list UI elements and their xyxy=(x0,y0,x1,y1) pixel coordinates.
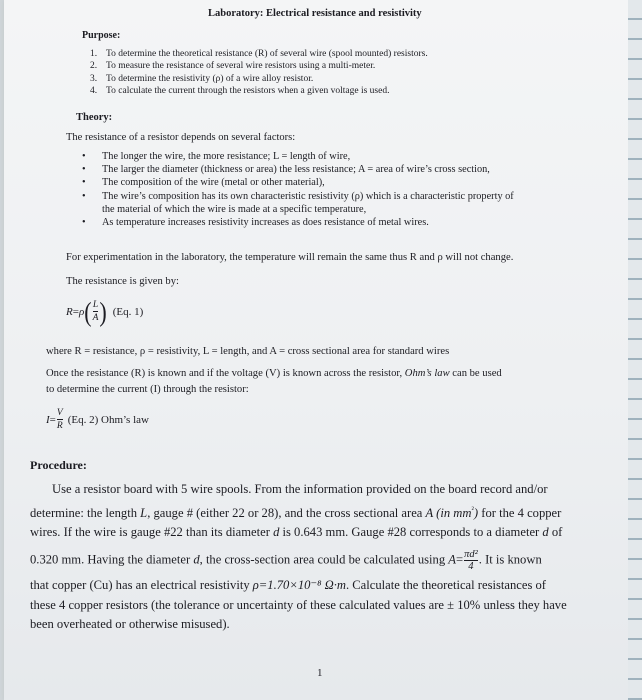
purpose-list xyxy=(90,48,428,98)
area-formula-fraction: $\frac{\text{πd²}}{4}$ xyxy=(464,548,478,572)
procedure-heading: Procedure: xyxy=(30,458,87,472)
equation-1-label: (Eq. 1) xyxy=(112,305,144,318)
list-item: 1. To determine the theoretical resistance (R) of several wire (spool mounted) resistors. xyxy=(90,49,428,59)
variable-definitions: where R = resistance, ρ = resistivity, L = length, and A = cross sectional area for standard wires xyxy=(46,346,450,357)
ohms-law-formula: I = $\frac{V}{R}$ xyxy=(46,408,63,431)
theory-intro: The resistance of a resistor depends on several factors: xyxy=(66,132,296,143)
page-title: Laboratory: Electrical resistance and resistivity xyxy=(208,8,422,19)
document-page xyxy=(4,0,628,700)
procedure-text: Use a resistor board with 5 wire spools. From the information provided on the board record and/or determine: the length L, gauge # (either 22 or 28), and the cross sectional area A (in $mm^{^2}$) for the 4 copper wires. If the wire is gauge #22 than its diameter d is 0.643 mm. Gauge #28 corresponds to a diameter d of 0.320 mm. Having the diameter d, the cross-section area could be calculated using A= $\frac{\text{πd²}}{4}$ . It is known that copper (Cu) has an electrical resistivity ρ=1.70×10⁻⁸ Ω·m. Calculate the theoretical resistances of these 4 copper resistors (the tolerance or uncertainty of these calculated values are ± 10% unless they have been overheated or otherwise misused). xyxy=(30,482,567,632)
bullet-icon: • xyxy=(82,164,86,176)
list-item: • The wire’s composition has its own characteristic resistivity (ρ) which is a characteristic property of the material of which the wire is made at a specific temperature, xyxy=(82,190,514,215)
list-item: 4. To calculate the current through the resistors when a given voltage is used. xyxy=(90,86,390,97)
page-number: 1 xyxy=(317,667,323,679)
theory-heading: Theory: xyxy=(76,112,113,123)
list-item: • The composition of the wire (metal or other material), xyxy=(82,177,325,189)
list-item: • As temperature increases resistivity increases as does resistance of metal wires. xyxy=(82,217,429,229)
resistance-given-by: The resistance is given by: xyxy=(66,276,179,287)
list-item: 2. To measure the resistance of several wire resistors using a multi-meter. xyxy=(90,61,376,72)
ohms-law-intro: Once the resistance (R) is known and if the voltage (V) is known across the resistor, Ohm’s law can be used xyxy=(46,368,502,379)
list-item: • The larger the diameter (thickness or area) the less resistance; A = area of wire’s cross section, xyxy=(82,164,490,176)
bullet-icon: • xyxy=(82,151,86,162)
resistance-formula: R = ρ ( $\frac{L}{A}$ ) xyxy=(66,295,107,327)
list-item: • The longer the wire, the more resistance; L = length of wire, xyxy=(82,151,351,162)
equation-2 xyxy=(46,408,149,431)
constant-temperature-note: For experimentation in the laboratory, the temperature will remain the same thus R and ρ will not change. xyxy=(66,252,514,263)
factors-list xyxy=(82,150,514,229)
equation-1 xyxy=(66,295,144,327)
ohms-law-intro-cont: to determine the current (I) through the resistor: xyxy=(46,384,249,395)
bullet-icon: • xyxy=(82,177,86,189)
purpose-heading: Purpose: xyxy=(82,30,121,41)
background-strip xyxy=(628,0,642,700)
list-item: 3. To determine the resistivity (ρ) of a wire alloy resistor. xyxy=(90,73,314,84)
bullet-icon: • xyxy=(82,190,86,202)
bullet-icon: • xyxy=(82,217,86,229)
equation-2-label: (Eq. 2) Ohm’s law xyxy=(67,413,149,426)
